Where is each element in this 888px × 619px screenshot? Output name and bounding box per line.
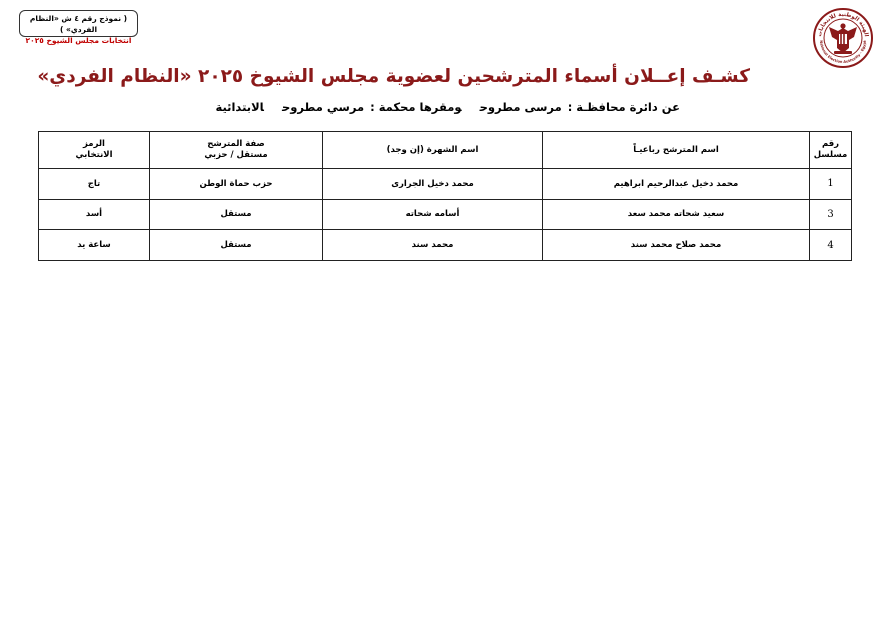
district-line (210, 100, 680, 114)
header-symbol-line2: الانتخابي (75, 150, 113, 160)
form-number-box (19, 10, 138, 45)
cell-candidate-name: سعيد شحاته محمد سعد (543, 199, 810, 230)
candidates-table (38, 131, 852, 261)
court-label: ومقرها محكمة : (370, 100, 462, 114)
table-row (39, 169, 852, 200)
court-type: الابتدائية (215, 100, 264, 114)
logo-arabic-text: الهيئة الوطنية للانتخابات (816, 11, 869, 38)
cell-status: مستقل (150, 199, 323, 230)
cell-symbol: ساعة يد (39, 230, 150, 261)
cell-symbol: أسد (39, 199, 150, 230)
court-value: مرسي مطروح (281, 100, 365, 114)
cell-nickname: محمد سند (323, 230, 543, 261)
cell-symbol: تاج (39, 169, 150, 200)
header-candidate-status (150, 132, 323, 169)
cell-nickname: محمد دخيل الجرارى (323, 169, 543, 200)
header-status-line2: مستقل / حزبي (204, 150, 268, 160)
header-status-line1: صفة المترشح (207, 139, 265, 149)
table-header-row (39, 132, 852, 169)
cell-nickname: أسامه شحاته (323, 199, 543, 230)
table-row (39, 230, 852, 261)
cell-status: مستقل (150, 230, 323, 261)
header-serial: رقم مسلسل (810, 132, 852, 169)
cell-candidate-name: محمد صلاح محمد سند (543, 230, 810, 261)
cell-serial: 1 (810, 169, 852, 200)
form-number-label: ( نموذج رقم ٤ ش «النظام الفردي» ) (29, 14, 128, 34)
cell-serial: 4 (810, 230, 852, 261)
district-label: عن دائرة محافظـة : (567, 100, 680, 114)
header-electoral-symbol (39, 132, 150, 169)
eagle-emblem-icon (812, 7, 874, 69)
header-candidate-name: اسم المترشح رباعيـاً (543, 132, 810, 169)
header-symbol-line1: الرمز (83, 139, 105, 149)
header-nickname: اسم الشهرة (إن وجد) (323, 132, 543, 169)
logo-english-text: National Election Authority - Egypt (818, 40, 868, 65)
district-value: مرسى مطروح (479, 100, 562, 114)
election-name-label: انتخابات مجلس الشيوخ ٢٠٢٥ (25, 36, 132, 45)
cell-candidate-name: محمد دخيل عبدالرحيم ابراهيم (543, 169, 810, 200)
table-row (39, 199, 852, 230)
document-title: كشـف إعــلان أسماء المترشحين لعضوية مجلس الشيوخ ٢٠٢٥ «النظام الفردي» (37, 66, 750, 87)
cell-serial: 3 (810, 199, 852, 230)
election-authority-logo (812, 7, 874, 69)
cell-status: حزب حماة الوطن (150, 169, 323, 200)
